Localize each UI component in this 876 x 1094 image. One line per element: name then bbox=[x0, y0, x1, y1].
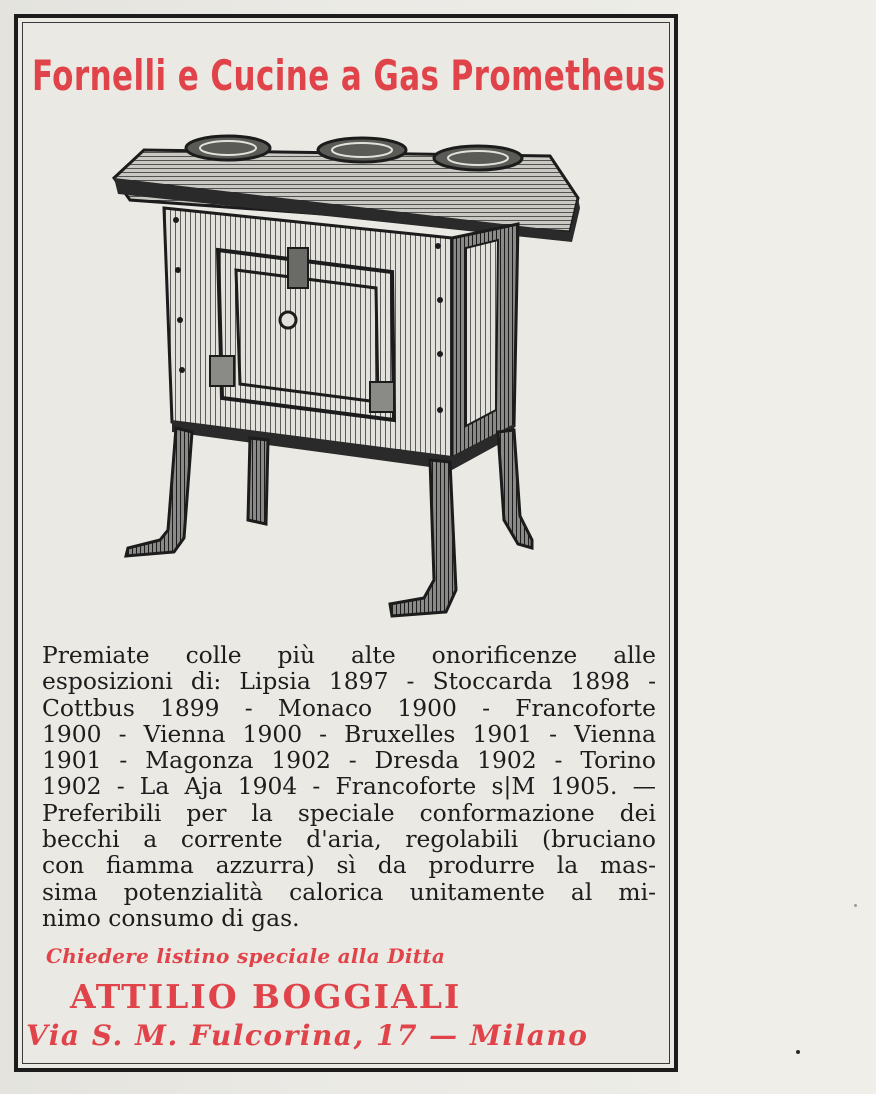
gas-stove-illustration bbox=[100, 120, 590, 640]
body-line: 1902 - La Aja 1904 - Francoforte s|M 1905. — bbox=[42, 772, 656, 801]
request-price-list-line: Chiedere listino speciale alla Ditta bbox=[46, 944, 446, 968]
company-name: ATTILIO BOGGIALI bbox=[70, 977, 462, 1016]
ink-speck bbox=[796, 1050, 800, 1054]
body-line: nimo consumo di gas. bbox=[42, 903, 300, 932]
body-line: Premiate colle più alte onorificenze alle bbox=[42, 641, 656, 669]
body-line: becchi a corrente d'aria, regolabili (bruciano bbox=[42, 825, 656, 854]
body-line: Cottbus 1899 - Monaco 1900 - Francoforte bbox=[42, 693, 656, 722]
ink-speck bbox=[854, 904, 857, 907]
body-line: 1900 - Vienna 1900 - Bruxelles 1901 - Vienna bbox=[42, 719, 656, 748]
ad-body-text bbox=[42, 642, 656, 931]
company-address: Via S. M. Fulcorina, 17 — Milano bbox=[26, 1019, 589, 1052]
page-margin bbox=[680, 0, 876, 1094]
body-line: sima potenzialità calorica unitamente al mi- bbox=[42, 877, 656, 906]
body-line: 1901 - Magonza 1902 - Dresda 1902 - Torino bbox=[42, 746, 656, 775]
body-line: Preferibili per la speciale conformazione dei bbox=[42, 798, 656, 827]
body-line: con fiamma azzurra) sì da produrre la mas- bbox=[42, 851, 656, 880]
ad-headline: Fornelli e Cucine a Gas Prometheus bbox=[32, 51, 666, 100]
body-line: esposizioni di: Lipsia 1897 - Stoccarda 1898 - bbox=[42, 667, 656, 696]
